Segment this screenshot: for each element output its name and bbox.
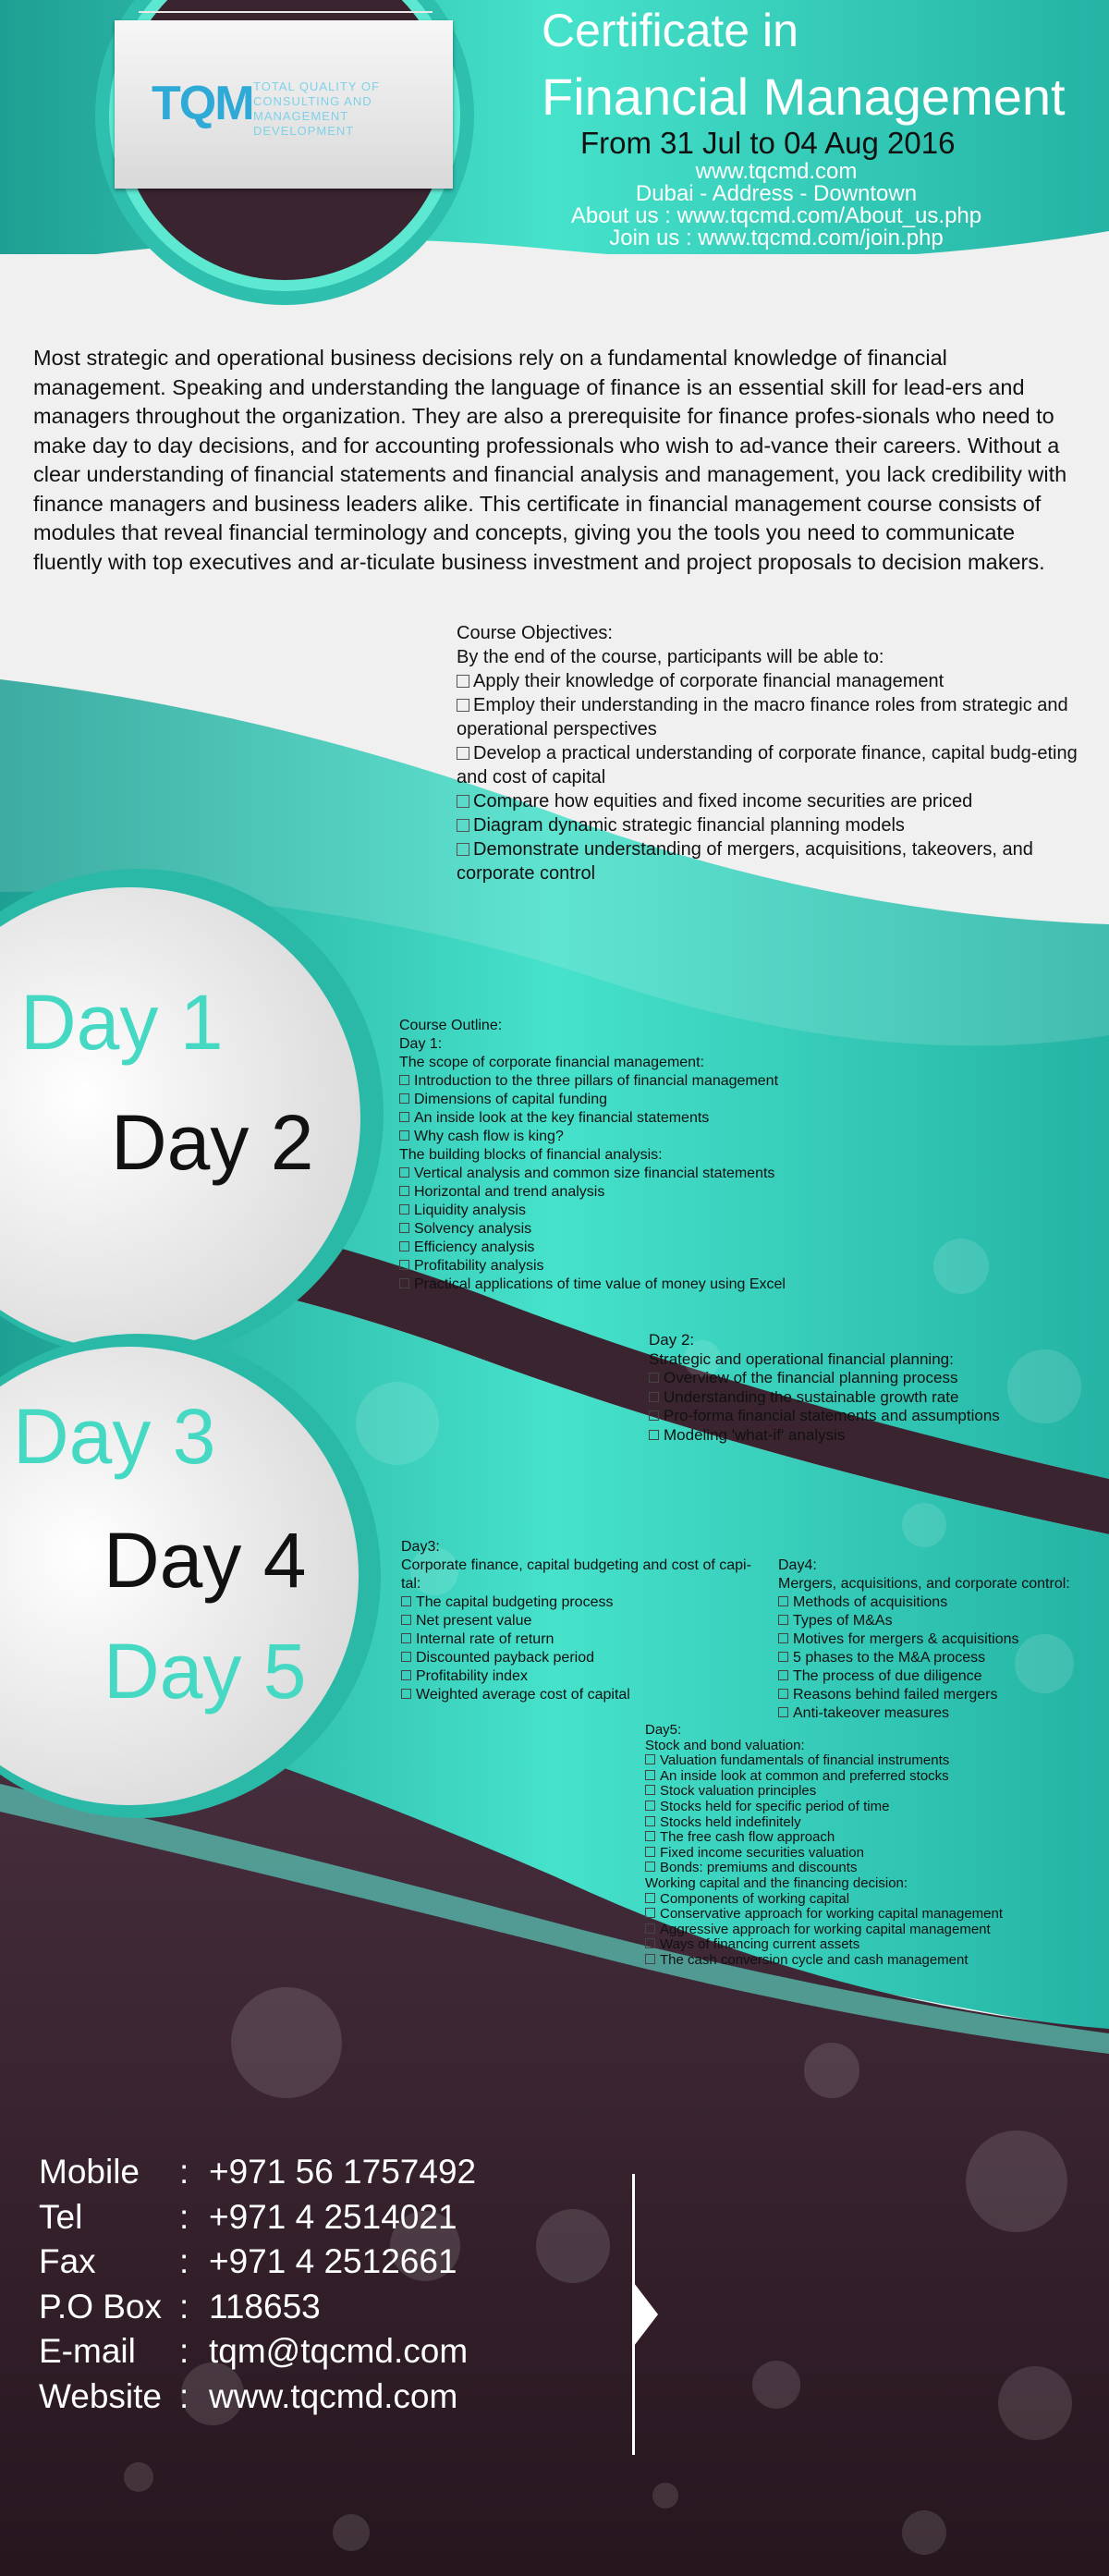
list-item: 5 phases to the M&A process [778, 1649, 1102, 1667]
list-item: Aggressive approach for working capital management [645, 1923, 1079, 1938]
checkbox-icon [778, 1707, 788, 1717]
objective-item: Compare how equities and fixed income securities are priced [457, 789, 1094, 813]
list-item: Methods of acquisitions [778, 1593, 1102, 1612]
checkbox-icon [457, 675, 469, 688]
list-item: Components of working capital [645, 1892, 1079, 1908]
list-item: Fixed income securities valuation [645, 1846, 1079, 1862]
checkbox-icon [645, 1770, 655, 1780]
list-item: Dimensions of capital funding [399, 1091, 824, 1109]
header-website-link[interactable]: www.tqcmd.com [695, 159, 858, 184]
list-item: An inside look at common and preferred stocks [645, 1769, 1079, 1785]
checkbox-icon [645, 1862, 655, 1872]
checkbox-icon [457, 795, 469, 808]
contact-block [39, 2150, 476, 2420]
objective-item: Diagram dynamic strategic financial planning models [457, 813, 1094, 837]
list-item: Modeling 'what-if' analysis [649, 1426, 1074, 1446]
checkbox-icon [645, 1785, 655, 1795]
tel-value[interactable]: +971 4 2514021 [209, 2197, 457, 2236]
checkbox-icon [457, 699, 469, 712]
list-item: Profitability analysis [399, 1257, 824, 1276]
website-link[interactable]: www.tqcmd.com [209, 2376, 458, 2415]
list-item: Efficiency analysis [399, 1239, 824, 1257]
checkbox-icon [399, 1093, 409, 1104]
checkbox-icon [778, 1615, 788, 1625]
list-item: Motives for mergers & acquisitions [778, 1630, 1102, 1649]
contact-row-mobile: Mobile : +971 56 1757492 [39, 2153, 477, 2191]
contact-row-fax: Fax : +971 4 2512661 [39, 2242, 457, 2281]
list-item: Liquidity analysis [399, 1202, 824, 1220]
checkbox-icon [399, 1278, 409, 1288]
list-item: Conservative approach for working capital management [645, 1907, 1079, 1923]
checkbox-icon [645, 1954, 655, 1964]
checkbox-icon [401, 1689, 411, 1699]
list-item: Practical applications of time value of money using Excel [399, 1276, 824, 1294]
day2-label: Day 2 [111, 1099, 314, 1186]
objectives-heading: Course Objectives: [457, 623, 613, 643]
checkbox-icon [399, 1075, 409, 1085]
course-date: From 31 Jul to 04 Aug 2016 [580, 126, 956, 160]
day1-label: Day 1 [20, 979, 224, 1066]
objective-item: Demonstrate understanding of mergers, acquisitions, takeovers, and corporate control [457, 839, 1033, 884]
list-item: Types of M&As [778, 1612, 1102, 1630]
checkbox-icon [649, 1373, 659, 1383]
outline-day5 [645, 1723, 1079, 1969]
header-location: Dubai - Address - Downtown [635, 181, 918, 206]
checkbox-icon [778, 1652, 788, 1662]
checkbox-icon [399, 1204, 409, 1215]
day1-subtitle-2: The building blocks of financial analysis: [399, 1147, 663, 1163]
list-item: Ways of financing current assets [645, 1937, 1079, 1953]
title-line-2: Financial Management [542, 67, 1066, 126]
list-item: The free cash flow approach [645, 1830, 1079, 1846]
list-item: The capital budgeting process [401, 1593, 771, 1612]
checkbox-icon [645, 1801, 655, 1811]
outline-day1 [399, 1017, 824, 1294]
checkbox-icon [645, 1754, 655, 1764]
checkbox-icon [401, 1652, 411, 1662]
objective-item: Apply their knowledge of corporate financial management [457, 669, 1094, 693]
list-item: Introduction to the three pillars of financial management [399, 1072, 824, 1091]
email-link[interactable]: tqm@tqcmd.com [209, 2332, 469, 2371]
day1-heading: Day 1: [399, 1036, 443, 1052]
title-line-1: Certificate in [542, 5, 798, 56]
checkbox-icon [645, 1816, 655, 1826]
outline-day3 [401, 1538, 771, 1704]
checkbox-icon [778, 1633, 788, 1643]
objective-item: Develop a practical understanding of corporate finance, capital budg-eting and cost of capital [457, 743, 1078, 787]
logo-text: TOTAL QUALITY OF CONSULTING AND MANAGEMENT DEVELOPMENT [253, 79, 380, 138]
header-about-link[interactable]: About us : www.tqcmd.com/About_us.php [570, 203, 982, 228]
list-item: Stock valuation principles [645, 1784, 1079, 1800]
checkbox-icon [401, 1670, 411, 1680]
checkbox-icon [399, 1223, 409, 1233]
checkbox-icon [399, 1112, 409, 1122]
day3-label: Day 3 [13, 1393, 216, 1480]
checkbox-icon [401, 1633, 411, 1643]
checkbox-icon [457, 819, 469, 832]
list-item: Anti-takeover measures [778, 1704, 1102, 1723]
checkbox-icon [649, 1410, 659, 1421]
checkbox-icon [399, 1241, 409, 1251]
list-item: Profitability index [401, 1667, 771, 1686]
day3-heading: Day3: [401, 1539, 440, 1555]
day2-heading: Day 2: [649, 1331, 695, 1349]
checkbox-icon [778, 1596, 788, 1606]
arrow-right-icon [634, 2283, 658, 2346]
list-item: Stocks held for specific period of time [645, 1800, 1079, 1815]
outline-day2 [649, 1331, 1074, 1445]
fax-value: +971 4 2512661 [209, 2242, 457, 2281]
logo-top-line [139, 11, 433, 13]
day4-heading: Day4: [778, 1557, 817, 1573]
checkbox-icon [645, 1831, 655, 1841]
day4-label: Day 4 [104, 1517, 307, 1604]
checkbox-icon [399, 1260, 409, 1270]
list-item: Bonds: premiums and discounts [645, 1861, 1079, 1876]
list-item: Horizontal and trend analysis [399, 1183, 824, 1202]
mobile-value[interactable]: +971 56 1757492 [209, 2153, 477, 2191]
checkbox-icon [457, 747, 469, 760]
checkbox-icon [457, 843, 469, 856]
header-join-link[interactable]: Join us : www.tqcmd.com/join.php [609, 226, 944, 250]
day4-subtitle: Mergers, acquisitions, and corporate control: [778, 1576, 1070, 1592]
logo-box [115, 20, 453, 189]
outline-day4 [778, 1557, 1102, 1723]
checkbox-icon [778, 1670, 788, 1680]
contact-row-tel: Tel : +971 4 2514021 [39, 2197, 457, 2236]
contact-row-website: Website : www.tqcmd.com [39, 2376, 458, 2415]
day5-label: Day 5 [104, 1628, 307, 1715]
checkbox-icon [645, 1847, 655, 1857]
list-item: An inside look at the key financial statements [399, 1109, 824, 1128]
checkbox-icon [778, 1689, 788, 1699]
list-item: Discounted payback period [401, 1649, 771, 1667]
pobox-value: 118653 [209, 2287, 321, 2326]
list-item: Overview of the financial planning process [649, 1369, 1074, 1388]
intro-paragraph: Most strategic and operational business decisions rely on a fundamental knowledge of financial management. Speaking and understanding the language of finance is an essential skill for lead-ers and managers throughout the organization. They are also a prerequisite for finance profes-sionals who need to make day to day decisions, and for accounting professionals who wish to ad-vance their careers. Without a clear understanding of financial statements and financial analysis and management, you lack credibility with finance managers and business leaders alike. This certificate in financial management course consists of modules that reveal financial terminology and concepts, giving you the tools you need to communicate fluently with top executives and ar-ticulate business investment and project proposals to decision makers. [33, 346, 1067, 574]
day3-subtitle: Corporate finance, capital budgeting and cost of capi-tal: [401, 1557, 751, 1592]
day2-subtitle: Strategic and operational financial planning: [649, 1349, 954, 1368]
list-item: The process of due diligence [778, 1667, 1102, 1686]
checkbox-icon [645, 1908, 655, 1918]
outline-heading: Course Outline: [399, 1018, 503, 1033]
checkbox-icon [645, 1938, 655, 1948]
list-item: Reasons behind failed mergers [778, 1686, 1102, 1704]
list-item: Why cash flow is king? [399, 1128, 824, 1146]
contact-row-pobox: P.O Box : 118653 [39, 2287, 321, 2326]
list-item: Valuation fundamentals of financial instruments [645, 1753, 1079, 1769]
checkbox-icon [399, 1186, 409, 1196]
day5-subtitle-2: Working capital and the financing decision: [645, 1874, 908, 1891]
checkbox-icon [645, 1923, 655, 1934]
list-item: Stocks held indefinitely [645, 1815, 1079, 1831]
list-item: Net present value [401, 1612, 771, 1630]
list-item: Vertical analysis and common size financial statements [399, 1165, 824, 1183]
checkbox-icon [649, 1430, 659, 1440]
checkbox-icon [399, 1167, 409, 1178]
list-item: Understanding the sustainable growth rate [649, 1388, 1074, 1408]
objectives-lead: By the end of the course, participants will be able to: [457, 647, 884, 667]
checkbox-icon [649, 1392, 659, 1402]
list-item: The cash conversion cycle and cash management [645, 1953, 1079, 1969]
checkbox-icon [401, 1615, 411, 1625]
logo-mark: TQM [152, 77, 253, 130]
checkbox-icon [401, 1596, 411, 1606]
day1-subtitle: The scope of corporate financial management: [399, 1055, 704, 1070]
checkbox-icon [645, 1893, 655, 1903]
list-item: Weighted average cost of capital [401, 1686, 771, 1704]
course-objectives [457, 621, 1094, 885]
objective-item: Employ their understanding in the macro finance roles from strategic and operational perspectives [457, 695, 1068, 739]
list-item: Pro-forma financial statements and assumptions [649, 1407, 1074, 1426]
list-item: Solvency analysis [399, 1220, 824, 1239]
checkbox-icon [399, 1130, 409, 1141]
list-item: Internal rate of return [401, 1630, 771, 1649]
day5-subtitle: Stock and bond valuation: [645, 1737, 805, 1753]
day5-heading: Day5: [645, 1722, 682, 1738]
contact-row-email: E-mail : tqm@tqcmd.com [39, 2332, 469, 2371]
